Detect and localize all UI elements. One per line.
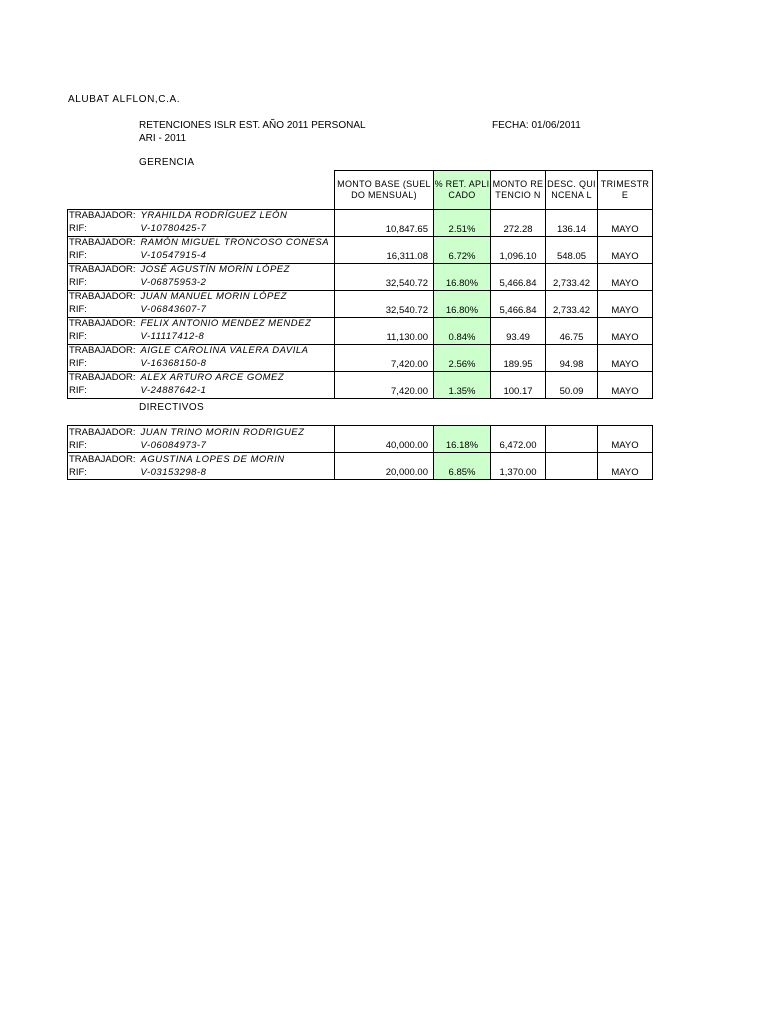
worker-rif: V-24887642-1	[137, 385, 335, 399]
monto-retencion-cell: 5,466.84	[491, 263, 546, 290]
section-title-directivos: DIRECTIVOS	[139, 402, 205, 413]
table-row	[68, 344, 653, 358]
worker-rif: V-10547915-4	[140, 250, 207, 261]
gerencia-table	[67, 170, 653, 399]
monto-retencion-cell: 100.17	[491, 371, 546, 398]
directivos-table	[67, 425, 653, 480]
desc-quincenal-cell: 136.14	[546, 209, 598, 236]
worker-name: ALEX ARTURO ARCE GOMEZ	[137, 371, 335, 385]
worker-name: JUAN TRINO MORIN RODRIGUEZ	[137, 426, 335, 440]
trabajador-label: TRABAJADOR:	[69, 291, 136, 302]
worker-rif: V-10780425-7	[140, 223, 207, 234]
desc-quincenal-cell	[546, 426, 598, 453]
monto-base-cell: 16,311.08	[335, 236, 434, 263]
pct-ret-cell: 1.35%	[434, 371, 491, 398]
trabajador-label: TRABAJADOR:	[69, 318, 136, 329]
col-header-monto-base: MONTO BASE (SUELDO MENSUAL)	[335, 171, 434, 210]
trabajador-label: TRABAJADOR:	[69, 453, 136, 465]
monto-base-cell: 7,420.00	[335, 371, 434, 398]
desc-quincenal-cell: 50.09	[546, 371, 598, 398]
rif-label: RIF:	[68, 439, 137, 453]
rif-label: RIF:	[68, 277, 137, 291]
trimestre-cell: MAYO	[598, 209, 653, 236]
table-row	[68, 371, 653, 385]
worker-name: AGUSTINA LOPES DE MORIN	[137, 453, 335, 467]
table-row	[68, 236, 653, 250]
trabajador-label: TRABAJADOR:	[69, 237, 136, 248]
desc-quincenal-cell	[546, 453, 598, 480]
table-row	[68, 209, 653, 223]
trabajador-label: TRABAJADOR:	[69, 264, 136, 275]
worker-rif: V-06843607-7	[140, 304, 207, 315]
monto-retencion-cell: 6,472.00	[491, 426, 546, 453]
monto-base-cell: 7,420.00	[335, 344, 434, 371]
rif-label: RIF:	[68, 250, 137, 264]
monto-retencion-cell: 1,096.10	[491, 236, 546, 263]
worker-name: JUAN MANUEL MORIN LÓPEZ	[137, 290, 335, 304]
pct-ret-cell: 16.80%	[434, 290, 491, 317]
trimestre-cell: MAYO	[598, 263, 653, 290]
table-row	[68, 317, 653, 331]
worker-rif: V-06875953-2	[140, 277, 207, 288]
trimestre-cell: MAYO	[598, 371, 653, 398]
pct-ret-cell: 16.80%	[434, 263, 491, 290]
table-row	[68, 290, 653, 304]
worker-rif: V-06084973-7	[140, 439, 207, 451]
worker-name: RAMÓN MIGUEL TRONCOSO CONESA	[137, 236, 335, 250]
desc-quincenal-cell: 2,733.42	[546, 263, 598, 290]
monto-base-cell: 20,000.00	[335, 453, 434, 480]
trimestre-cell: MAYO	[598, 317, 653, 344]
monto-retencion-cell: 5,466.84	[491, 290, 546, 317]
desc-quincenal-cell: 46.75	[546, 317, 598, 344]
pct-ret-cell: 6.85%	[434, 453, 491, 480]
rif-label: RIF:	[68, 304, 137, 318]
worker-name: YRAHILDA RODRÍGUEZ LEÓN	[137, 209, 335, 223]
col-header-monto-retencion: MONTO RETENCIO N	[491, 171, 546, 210]
trabajador-label: TRABAJADOR:	[69, 345, 136, 356]
trimestre-cell: MAYO	[598, 236, 653, 263]
monto-retencion-cell: 189.95	[491, 344, 546, 371]
monto-retencion-cell: 272.28	[491, 209, 546, 236]
trimestre-cell: MAYO	[598, 344, 653, 371]
rif-label: RIF:	[68, 331, 137, 345]
worker-name: JOSÉ AGUSTÍN MORÍN LÓPEZ	[137, 263, 335, 277]
company-name: ALUBAT ALFLON,C.A.	[68, 94, 181, 105]
table-row	[68, 263, 653, 277]
desc-quincenal-cell: 548.05	[546, 236, 598, 263]
report-subtitle: ARI - 2011	[139, 133, 187, 144]
trimestre-cell: MAYO	[598, 426, 653, 453]
pct-ret-cell: 0.84%	[434, 317, 491, 344]
report-date: FECHA: 01/06/2011	[492, 120, 581, 131]
desc-quincenal-cell: 2,733.42	[546, 290, 598, 317]
report-title: RETENCIONES ISLR EST. AÑO 2011 PERSONAL	[139, 120, 366, 131]
monto-retencion-cell: 1,370.00	[491, 453, 546, 480]
desc-quincenal-cell: 94.98	[546, 344, 598, 371]
col-header-trimestre: TRIMESTR E	[598, 171, 653, 210]
worker-name: AIGLE CAROLINA VALERA DAVILA	[137, 344, 335, 358]
rif-label: RIF:	[68, 466, 137, 480]
trabajador-label: TRABAJADOR:	[69, 426, 136, 438]
trimestre-cell: MAYO	[598, 290, 653, 317]
monto-base-cell: 11,130.00	[335, 317, 434, 344]
section-title-gerencia: GERENCIA	[139, 157, 195, 168]
col-header-pct-ret: % RET. APLICADO	[434, 171, 491, 210]
rif-label: RIF:	[68, 385, 137, 399]
worker-rif: V-03153298-8	[137, 466, 335, 480]
trabajador-label: TRABAJADOR:	[69, 372, 136, 383]
monto-base-cell: 32,540.72	[335, 290, 434, 317]
monto-retencion-cell: 93.49	[491, 317, 546, 344]
trimestre-cell: MAYO	[598, 453, 653, 480]
pct-ret-cell: 2.56%	[434, 344, 491, 371]
table-row	[68, 453, 653, 467]
monto-base-cell: 10,847.65	[335, 209, 434, 236]
table-row	[68, 426, 653, 440]
pct-ret-cell: 6.72%	[434, 236, 491, 263]
pct-ret-cell: 2.51%	[434, 209, 491, 236]
col-header-desc-quincenal: DESC. QUINCENA L	[546, 171, 598, 210]
table-header-row	[68, 171, 653, 210]
worker-rif: V-11117412-8	[140, 331, 205, 342]
worker-rif: V-16368150-8	[140, 358, 207, 369]
pct-ret-cell: 16.18%	[434, 426, 491, 453]
rif-label: RIF:	[68, 223, 137, 237]
monto-base-cell: 32,540.72	[335, 263, 434, 290]
worker-name: FELIX ANTONIO MENDEZ MENDEZ	[137, 317, 335, 331]
monto-base-cell: 40,000.00	[335, 426, 434, 453]
rif-label: RIF:	[68, 358, 137, 372]
trabajador-label: TRABAJADOR:	[69, 210, 136, 221]
